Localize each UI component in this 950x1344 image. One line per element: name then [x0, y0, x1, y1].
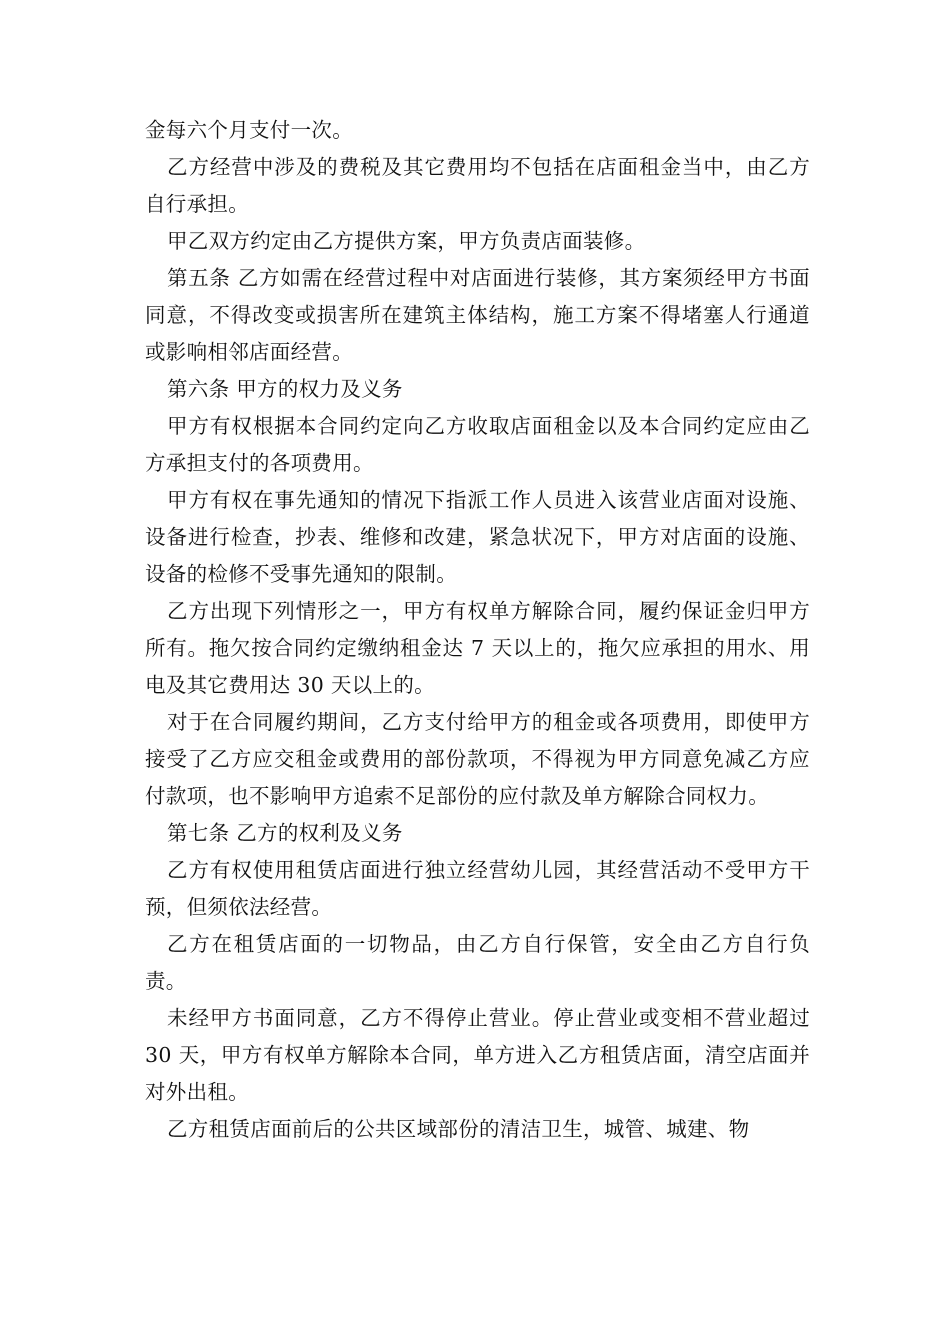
heading-article-6: 第六条 甲方的权力及义务 [167, 377, 403, 401]
paragraph-party-a-inspection: 甲方有权在事先通知的情况下指派工作人员进入该营业店面对设施、设备进行检查，抄表、维修和改建，紧急状况下，甲方对店面的设施、设备的检修不受事先通知的限制。 [145, 488, 810, 586]
paragraph-party-b-operation: 乙方有权使用租赁店面进行独立经营幼儿园，其经营活动不受甲方干预，但须依法经营。 [145, 858, 810, 919]
paragraph-renovation-agreement: 甲乙双方约定由乙方提供方案，甲方负责店面装修。 [167, 229, 646, 253]
paragraph-public-area: 乙方租赁店面前后的公共区域部份的清洁卫生，城管、城建、物 [167, 1117, 750, 1141]
paragraph-termination-conditions: 乙方出现下列情形之一，甲方有权单方解除合同，履约保证金归甲方所有。拖欠按合同约定缴纳租金达 7 天以上的，拖欠应承担的用水、用电及其它费用达 30 天以上的。 [145, 599, 810, 697]
paragraph-party-a-collect-rent: 甲方有权根据本合同约定向乙方收取店面租金以及本合同约定应由乙方承担支付的各项费用。 [145, 414, 810, 475]
paragraph-partial-payment: 对于在合同履约期间，乙方支付给甲方的租金或各项费用，即使甲方接受了乙方应交租金或费用的部份款项，不得视为甲方同意免减乙方应付款项，也不影响甲方追索不足部份的应付款及单方解除合同权力。 [145, 710, 810, 808]
heading-article-7: 第七条 乙方的权利及义务 [167, 821, 403, 845]
paragraph-rent-payment-cycle: 金每六个月支付一次。 [145, 118, 353, 142]
paragraph-party-b-property: 乙方在租赁店面的一切物品，由乙方自行保管，安全由乙方自行负责。 [145, 932, 810, 993]
paragraph-stop-business: 未经甲方书面同意，乙方不得停止营业。停止营业或变相不营业超过 30 天，甲方有权单方解除本合同，单方进入乙方租赁店面，清空店面并对外出租。 [145, 1006, 810, 1104]
paragraph-tax-expenses: 乙方经营中涉及的费税及其它费用均不包括在店面租金当中，由乙方自行承担。 [145, 155, 810, 216]
document-body [145, 112, 810, 1148]
paragraph-article-5: 第五条 乙方如需在经营过程中对店面进行装修，其方案须经甲方书面同意，不得改变或损害所在建筑主体结构，施工方案不得堵塞人行通道或影响相邻店面经营。 [145, 266, 810, 364]
